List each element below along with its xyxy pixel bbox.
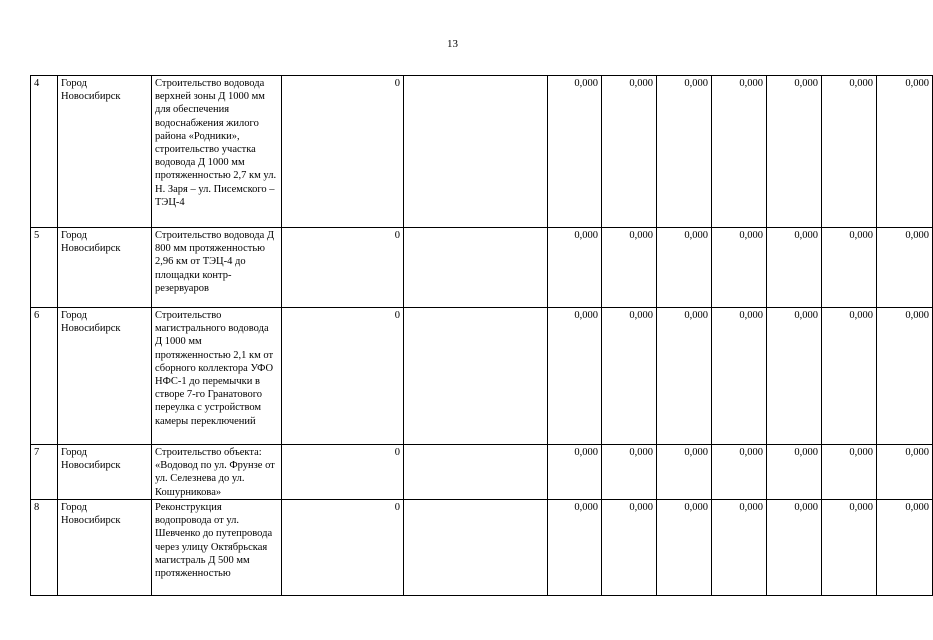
value-cell: 0,000 — [877, 76, 933, 228]
table-row — [31, 308, 933, 445]
value-cell: 0,000 — [767, 445, 822, 500]
value-cell: 0,000 — [712, 445, 767, 500]
value-cell: 0,000 — [548, 500, 602, 596]
value-cell: 0,000 — [877, 500, 933, 596]
municipality-cell: Город Новосибирск — [58, 308, 152, 445]
value-cell: 0,000 — [822, 228, 877, 308]
municipality-cell: Город Новосибирск — [58, 76, 152, 228]
value-cell: 0,000 — [548, 308, 602, 445]
value-cell: 0,000 — [712, 500, 767, 596]
municipality-cell: Город Новосибирск — [58, 228, 152, 308]
value-cell: 0,000 — [602, 308, 657, 445]
table-row — [31, 228, 933, 308]
value-cell: 0,000 — [822, 308, 877, 445]
value-cell-empty — [404, 445, 548, 500]
value-cell-empty — [404, 76, 548, 228]
value-cell: 0,000 — [548, 76, 602, 228]
project-description-cell: Строительство объекта: «Водовод по ул. Фрунзе от ул. Селезнева до ул. Кошурникова» — [152, 445, 282, 500]
row-number-cell: 5 — [31, 228, 58, 308]
value-cell: 0,000 — [657, 76, 712, 228]
row-number-cell: 8 — [31, 500, 58, 596]
table-row — [31, 500, 933, 596]
quantity-cell: 0 — [282, 76, 404, 228]
value-cell: 0,000 — [548, 445, 602, 500]
value-cell: 0,000 — [767, 76, 822, 228]
page-number: 13 — [447, 38, 458, 50]
value-cell: 0,000 — [657, 308, 712, 445]
value-cell: 0,000 — [712, 308, 767, 445]
value-cell: 0,000 — [767, 308, 822, 445]
value-cell: 0,000 — [822, 76, 877, 228]
value-cell: 0,000 — [602, 228, 657, 308]
value-cell-empty — [404, 308, 548, 445]
row-number-cell: 6 — [31, 308, 58, 445]
value-cell: 0,000 — [657, 500, 712, 596]
value-cell: 0,000 — [877, 228, 933, 308]
value-cell: 0,000 — [877, 308, 933, 445]
value-cell: 0,000 — [602, 445, 657, 500]
value-cell-empty — [404, 500, 548, 596]
value-cell: 0,000 — [602, 500, 657, 596]
project-description-cell: Строительство водовода верхней зоны Д 1000 мм для обеспечения водоснабжения жилого района «Родники», строительство участка водовода Д 1000 мм протяженностью 2,7 км ул. Н. Заря – ул. Писемского – ТЭЦ-4 — [152, 76, 282, 228]
value-cell: 0,000 — [657, 228, 712, 308]
quantity-cell: 0 — [282, 308, 404, 445]
value-cell: 0,000 — [767, 500, 822, 596]
value-cell: 0,000 — [822, 500, 877, 596]
value-cell: 0,000 — [602, 76, 657, 228]
data-table — [30, 75, 933, 596]
value-cell: 0,000 — [767, 228, 822, 308]
quantity-cell: 0 — [282, 445, 404, 500]
table-row — [31, 445, 933, 500]
value-cell: 0,000 — [657, 445, 712, 500]
value-cell: 0,000 — [712, 228, 767, 308]
row-number-cell: 4 — [31, 76, 58, 228]
project-description-cell: Строительство водовода Д 800 мм протяженностью 2,96 км от ТЭЦ-4 до площадки контр- резервуаров — [152, 228, 282, 308]
row-number-cell: 7 — [31, 445, 58, 500]
project-description-cell: Реконструкция водопровода от ул. Шевченко до путепровода через улицу Октябрьская магистраль Д 500 мм протяженностью — [152, 500, 282, 596]
value-cell: 0,000 — [877, 445, 933, 500]
value-cell-empty — [404, 228, 548, 308]
value-cell: 0,000 — [548, 228, 602, 308]
municipality-cell: Город Новосибирск — [58, 445, 152, 500]
project-description-cell: Строительство магистрального водовода Д 1000 мм протяженностью 2,1 км от сборного коллектора УФО НФС-1 до перемычки в створе 7-го Гранатового переулка с устройством камеры переключений — [152, 308, 282, 445]
value-cell: 0,000 — [712, 76, 767, 228]
table-row — [31, 76, 933, 228]
value-cell: 0,000 — [822, 445, 877, 500]
quantity-cell: 0 — [282, 228, 404, 308]
quantity-cell: 0 — [282, 500, 404, 596]
municipality-cell: Город Новосибирск — [58, 500, 152, 596]
